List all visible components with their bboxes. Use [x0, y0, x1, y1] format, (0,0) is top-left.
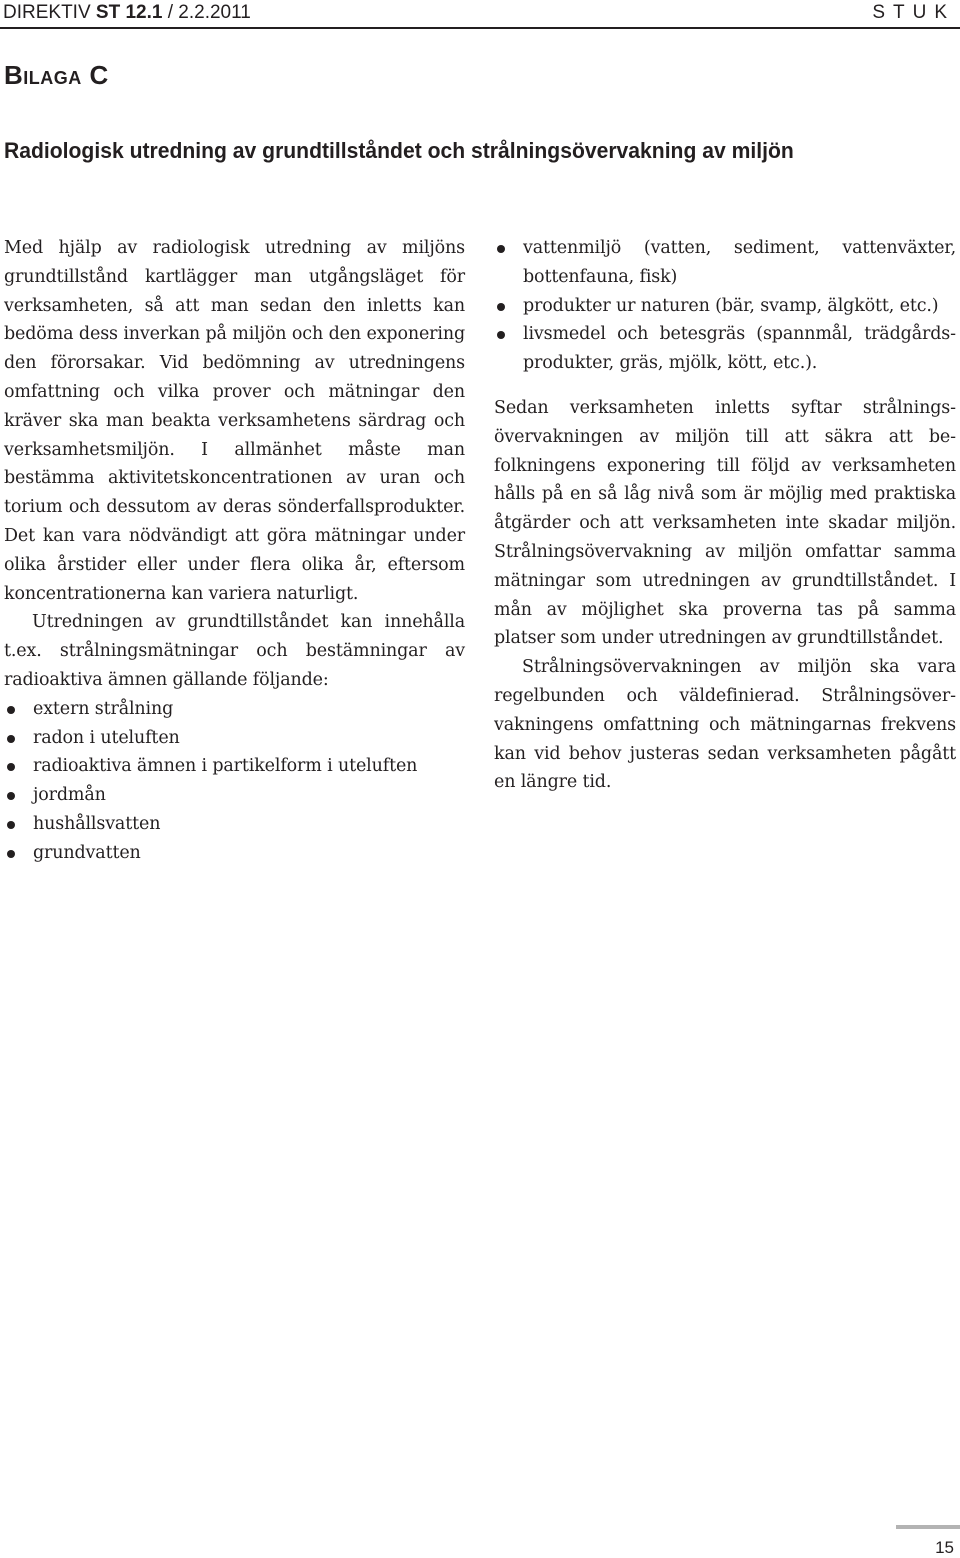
baseline-content-paragraph: Utredningen av grundtillståndet kan innehålla t.ex. strålningsmätningar och bestämningar av radioaktiva ämnen gällande följande:	[4, 612, 465, 690]
list-item: grundvatten	[4, 839, 465, 868]
directive-date: / 2.2.2011	[162, 2, 251, 23]
bullet-icon	[497, 303, 505, 311]
list-item: produkter ur naturen (bär, svamp, älgkött, etc.)	[494, 292, 956, 321]
bullet-icon	[7, 763, 15, 771]
page-number: 15	[935, 1538, 954, 1557]
list-item: radioaktiva ämnen i partikelform i uteluften	[4, 752, 465, 781]
list-item: hushållsvatten	[4, 810, 465, 839]
list-item: radon i uteluften	[4, 724, 465, 753]
measurement-list-left	[4, 695, 465, 868]
bullet-icon	[7, 735, 15, 743]
bullet-icon	[7, 850, 15, 858]
running-header	[0, 0, 960, 28]
bullet-icon	[7, 706, 15, 714]
intro-paragraph: Med hjälp av radiologisk utredning av miljöns grundtillstånd kartlägger man utgångsläget för verksamheten, så att man sedan den inletts kan bedöma dess inverkan på miljön och den exponering den förorsakar. Vid bedömning av utredningens omfattning och vilka prover och mätningar den kräver ska man beakta verksamhetens särdrag och verksamhetsmiljön. I allmänhet måste man bestämma aktivitetskoncentrationen av uran och torium och dessutom av deras sönderfallsprodukter. Det kan vara nödvändigt att göra mätningar under olika årstider eller under flera olika år, eftersom koncentrationerna kan variera naturligt.	[4, 238, 465, 604]
list-item: livsmedel och betesgräs (spannmål, trädgårdsprodukter, gräs, mjölk, kött, etc.).	[494, 320, 956, 378]
list-item: jordmån	[4, 781, 465, 810]
appendix-title: Bilaga C	[4, 60, 109, 90]
bullet-icon	[497, 331, 505, 339]
list-item: extern strålning	[4, 695, 465, 724]
list-item: vattenmiljö (vatten, sediment, vattenväxter, bottenfauna, fisk)	[494, 234, 956, 292]
monitoring-paragraph: Sedan verksamheten inletts syftar strålningsövervakningen av miljön till att säkra att befolkningens exponering till följd av verksamheten hålls på en så låg nivå som är möjlig med praktiska åtgärder och att verksamheten inte skadar miljön. Strålningsövervakning av miljön omfattar samma mätningar som utredningen av grundtillståndet. I mån av möjlighet ska proverna tas på samma platser som under utredningen av grundtillståndet.	[494, 397, 956, 649]
bullet-icon	[7, 821, 15, 829]
organization-name: STUK	[872, 2, 955, 23]
right-text-column	[494, 234, 956, 797]
directive-prefix: DIREKTIV	[3, 2, 96, 23]
measurement-list-right	[494, 234, 956, 378]
header-divider	[0, 27, 960, 29]
monitoring-scope-paragraph: Strålningsövervakningen av miljön ska vara regelbunden och väldefinierad. Strålningsövervakningens omfattning och mätningarnas frekvens kan vid behov justeras sedan verksamheten pågått en längre tid.	[494, 657, 956, 793]
section-title: Radiologisk utredning av grundtillståndet och strålningsövervakning av miljön	[4, 138, 794, 163]
directive-reference	[3, 2, 251, 24]
directive-code: ST 12.1	[95, 2, 163, 23]
left-text-column	[4, 234, 465, 868]
bullet-icon	[497, 245, 505, 253]
bullet-icon	[7, 792, 15, 800]
footer-accent-bar	[896, 1525, 960, 1529]
